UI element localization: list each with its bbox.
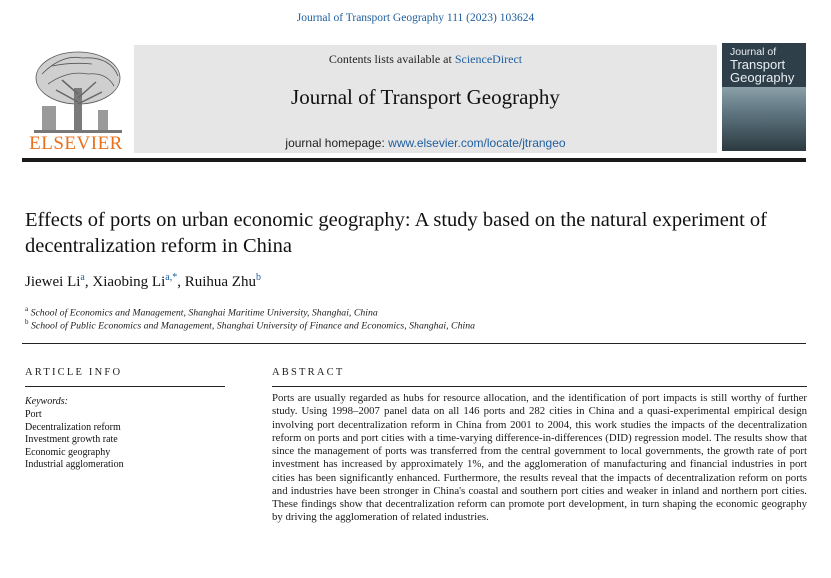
keyword: Decentralization reform [25, 421, 121, 433]
journal-title: Journal of Transport Geography [291, 85, 560, 109]
cover-photo [722, 87, 806, 151]
author-list: Jiewei Li$^a$, Xiaobing $Li^{a,*}$, Ruihua Zhu$^b$ [25, 272, 261, 290]
homepage-link[interactable]: www.elsevier.com/locate/jtrangeo [388, 136, 566, 150]
keyword: Port [25, 409, 42, 420]
publisher-wordmark: ELSEVIER [29, 133, 123, 154]
cover-title: Journal of Transport Geography [730, 46, 795, 85]
keyword: Industrial agglomeration [25, 459, 124, 471]
keyword-list [25, 409, 124, 472]
affiliation: $^b$ School of Public Economics and Management, Shanghai University of Finance and Economics, Shanghai, China [25, 318, 476, 332]
abstract-text: Ports are usually regarded as hubs for resource allocation, and the identification of port impacts is still worthy of further study. Using 1998–2007 panel data on all 146 ports and 282 cities in China and a quasi-experimental empirical design involving port decentralization reform in China from 2001 to 2004, this work studies the impacts of the decentralization reform on ports and port cities with a time-varying difference-in-differences (DID) regression model. The results show that since the management of ports was transferred from the central government to local governments, the growth rate of port investment has increased by approximately 1%, and the agglomeration of manufacturing and financial industries in port cities has been significantly enhanced. Furthermore, the results reveal that the impacts of decentralization reform on ports and industries have been stronger in China's coastal and southern port cities and weaker in inland and northern port cities. These findings show that decentralization reform can promote port development, in turn shaping the economic geography by driving the agglomeration of related industries. [272, 392, 807, 524]
affiliation: $^a$ School of Economics and Management, Shanghai Maritime University, Shanghai, China [25, 305, 378, 319]
keyword: Investment growth rate [25, 434, 118, 446]
author-affiliation-mark[interactable]: a [80, 272, 85, 283]
author-name[interactable]: Xiaobing Li [92, 274, 166, 290]
journal-cover-thumbnail[interactable] [722, 43, 806, 151]
author-name[interactable]: Jiewei Li [25, 274, 81, 290]
homepage-label: journal homepage: [285, 136, 389, 150]
keyword: Economic geography [25, 446, 111, 458]
author-affiliation-mark[interactable]: b [255, 272, 261, 283]
journal-homepage [134, 136, 717, 150]
author-name[interactable]: Ruihua Zhu [184, 274, 256, 290]
contents-line [134, 52, 717, 67]
article-info-rule [25, 386, 225, 387]
keywords-label: Keywords: [25, 396, 68, 407]
article-title: Effects of ports on urban economic geography: A study based on the natural experiment of decentralization reform in China [25, 209, 767, 257]
section-divider [22, 343, 806, 344]
abstract-heading: ABSTRACT [272, 367, 345, 378]
abstract-rule [272, 386, 807, 387]
contents-prefix: Contents lists available at [328, 52, 455, 66]
header-rule [22, 158, 806, 162]
article-info-heading: ARTICLE INFO [25, 367, 123, 378]
sciencedirect-link[interactable]: ScienceDirect [454, 52, 523, 66]
journal-citation[interactable]: Journal of Transport Geography 111 (2023) 103624 [296, 12, 535, 24]
author-affiliation-mark[interactable]: a,* [165, 272, 178, 283]
